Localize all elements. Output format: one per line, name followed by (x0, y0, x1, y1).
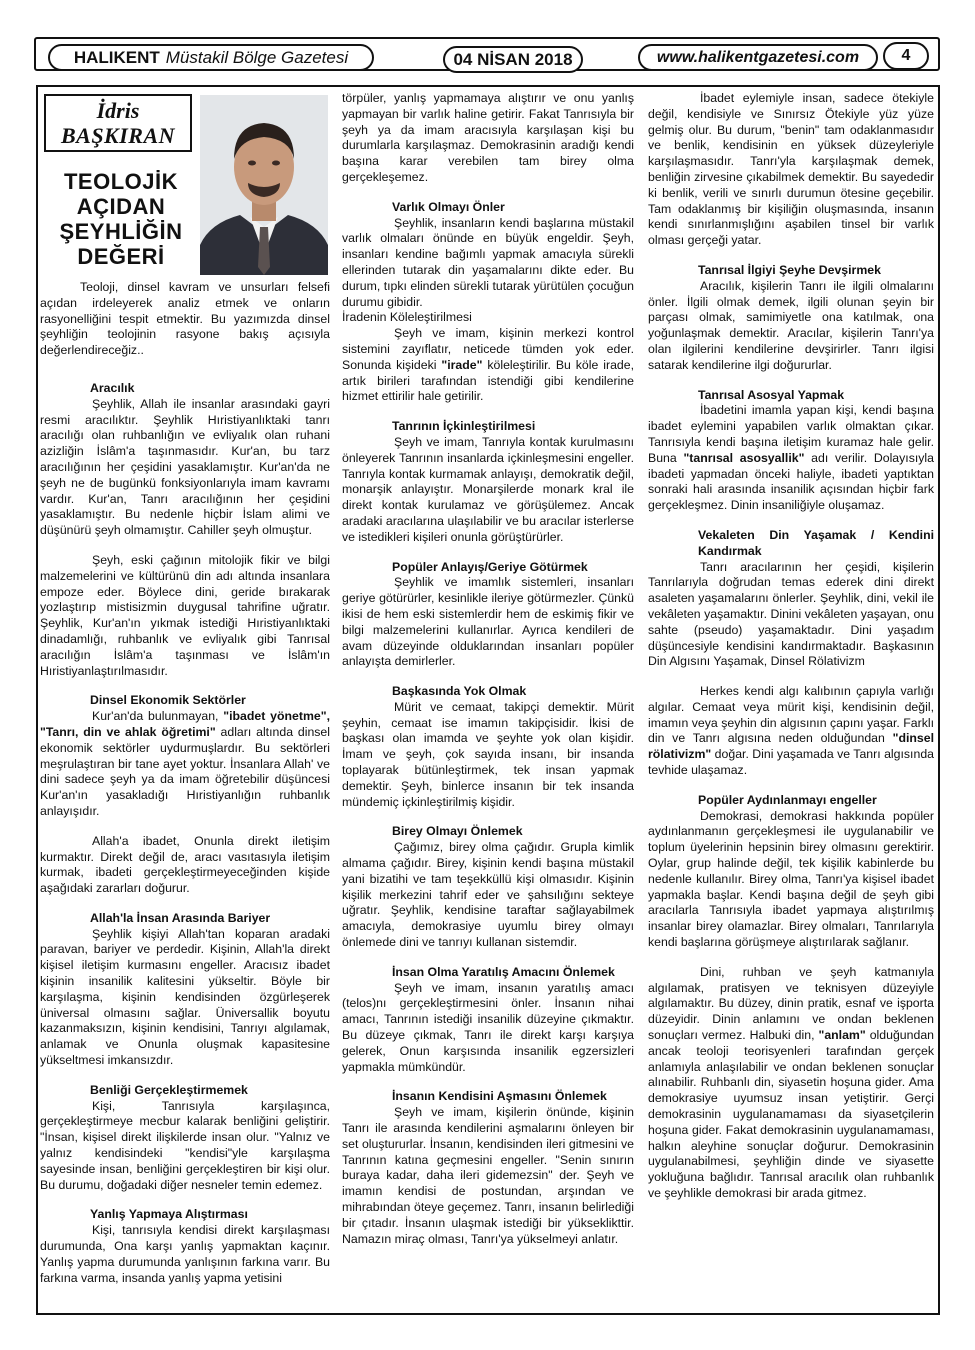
paragraph: Kur'an'da bulunmayan, "ibadet yönetme", "Tanrı, din ve ahlak öğretimi" adları altında dinsel ekonomik sektörler uydurmuşlardır. Bu sektörleri meşrulaştıran bir tane ayet yoktur. İnsanlara Allah' ve dini sadece şeyh ya da imam öğretebilir düşüncesi Kur'an'ın yasakladığı Hıristiyanlığın ruhbanlık anlayışıdır. (40, 709, 331, 818)
article-title (46, 169, 196, 269)
subheading: Varlık Olmayı Önler (392, 199, 505, 214)
subheading: Vekaleten Din Yaşamak / Kendini Kandırmak (698, 527, 934, 558)
paragraph: Mürit ve cemaat, takipçi demektir. Mürit şeyhin, cemaat ise imamın takipçisidir. İkisi de başkası olan imamda ve şeyhte yok olan kişidir. İmam ve şeyh, çok sayıda insanı, bir insanda toplayarak bütünleştirmek, tek insan yapmak demektir. Şeyh, binlerce insanın bir tek insanda mündemiç içkinleştirilmiş kişidir. (342, 699, 634, 809)
intro-paragraph: Teoloji, dinsel kavram ve unsurları felsefi açıdan irdeleyerek analiz etmek ve onların rasyonelliğini tespit etmektir. Bu yazımızda dinsel şeyhliğin teolojinin rasyone bakış açısıyla değerlendireceğiz.. (40, 280, 330, 358)
paragraph: törpüler, yanlış yapmamaya alıştırır ve onu yanlış yapmayan bir varlık haline getirir. Fakat Tanrısıyla bir şeyh ya da imam aracısıyla karşılaşan kişi bu durumlarla karşılaşmaz. Demokrasinin aradığı kendi başına karar verebilen tam birey olma gerçekleşemez. (342, 91, 634, 184)
subheading: Dinsel Ekonomik Sektörler (90, 693, 246, 708)
author-photo (200, 95, 328, 275)
subheading: Benliği Gerçekleştirmemek (90, 1082, 248, 1097)
column-1 (40, 280, 330, 1286)
paragraph: Kişi, Tanrısıyla karşılaşınca, gerçekleştirmeye mecbur kalarak benliğini geliştirir. "İnsan, kişisel direkt ilişkilerde insan olur. "Yalnız ve yalnız kendisindeki "kendisi"yle karşılaşma sayesinde insan, benliğini gerçekleştiren bir kişi olur. Bu durumu, doğadaki diğer nesneler temin edemez. (40, 1098, 330, 1192)
paragraph: Demokrasi, demokrasi hakkında popüler aydınlanmanın gerçekleşmesi ile uygulanabilir ve toplum üyelerinin hepsinin birey olmasını gerektirir. Oylar, grup halinde değil, tek kişilik kabinlerde bu nedenle kullanılır. Birey olma, Tanrı'ya kişisel ibadet yapmakla başlar. Kendi başına değil de şeyh gibi aracılarla Tanrısıyla ibadet yapmaya alıştırılmış insanlar birey olamazlar. Birey olmaları, Tanrılarıyla kendi başlarına görüşmeye alıştırılarak sağlanır. (648, 808, 934, 950)
paragraph: Allah'a ibadet, Onunla direkt iletişim kurmaktır. Direkt değil de, aracı vasıtasıyla iletişim kurmak, ibadeti gerçekleştirmeyeceğinden kişide aşağıdaki zararları doğurur. (40, 833, 330, 896)
title-line: AÇIDAN (76, 194, 166, 219)
author-name-box (44, 94, 192, 152)
subheading: Allah'la İnsan Arasında Bariyer (90, 910, 271, 925)
paragraph: Şeyhlik ve imamlık sistemleri, insanları geriye götürürler, kesinlikle ileriye götürmezler. Çünkü ikisi de hem eski sistemlerdir hem de eskimiş fikir ve bilgi malzemelerini kullanırlar. Ayrıca kendileri de avam düzeyinde olduklarından insanları popüler anlayışta demirlerler. (342, 575, 634, 669)
paragraph: Çağımız, birey olma çağıdır. Grupla kimlik almama çağıdır. Birey, kişinin kendi başına müstakil yani bizatihi ve tam teşekküllü kişi olmasıdır. Kişinin kişilik merkezini tahrif eder ve şahsılığını sekteye uğratır. Şeyhlik, kendisine taraftar sağlayabilmek amacıyla, demokrasiye uyumlu birey olmayı önlemede dini ve tanrıyı kullanan sistemdir. (342, 840, 634, 950)
title-line: TEOLOJİK (63, 169, 178, 194)
subheading: Yanlış Yapmaya Alıştırması (90, 1207, 248, 1222)
paragraph: Şeyh ve imam, insanın yaratılış amacı (telos)nı gerçekleştirmesini önler. İnsanın nihai amacı, Tanrının istediği insanilik düzeyine çıkmaktır. Bu düzeye çıkmak, Tanrı ile direkt karşı karşıya gelerek, Onun karşısında insanilik egzersizleri yapmakla mümkündür. (342, 980, 634, 1074)
subheading: Tanrısal İlgiyi Şeyhe Devşirmek (698, 262, 881, 277)
subheading: Tanrısal Asosyal Yapmak (698, 387, 845, 402)
subheading: Başkasında Yok Olmak (392, 684, 527, 699)
masthead (48, 44, 374, 71)
paragraph: Şeyh ve imam, Tanrıyla kontak kurulmasını önleyerek Tanrının insanlarda içkinleşmesini engeller. Tanrıyla kontak kurmamak anlayışı, demokratik değil, monarşik anlayıştır. Monarşilerde monark kral ile direkt kontak kurulamaz ve görüşülemez. Ancak aradaki aracılarına ulaşılabilir ve bu aracılar isterlerse ve istedikleri kişileri onunla görüştürürler. (342, 434, 634, 544)
paper-subtitle: Müstakil Bölge Gazetesi (165, 47, 349, 67)
title-line: ŞEYHLİĞİN (59, 219, 183, 244)
title-line: DEĞERİ (77, 244, 165, 269)
paragraph: İbadetini imamla yapan kişi, kendi başına ibadet eylemini yapabilen varlık olmaktan çıkar. Tanrısıyla kendi başına iletişim kuramaz hale gelir. Buna "tanrısal asosyallik" adı verilir. Dolayısıyla ibadeti yapmadan önceki haliyle, ibadeti yaptıktan sonraki hali arasında insanilik açısından hiçbir fark gerçekleşmez. Dinin insaniliğiyle oluşamaz. (648, 403, 934, 513)
paragraph: Şeyh ve imam, kişinin merkezi kontrol sistemini zayıflatır, neticede tümden yok eder. Sonunda kişideki "irade" köleleştirilir. Bu köle irade, artık birileri tarafından istendiği gibi kendilerine hizmet ettirilir hale getirilir. (342, 326, 635, 404)
author-portrait-icon (200, 95, 328, 275)
paragraph: Tanrı aracılarının her çeşidi, kişilerin Tanrılarıyla doğrudan temas ederek dini direkt asaleten yaşamalarını önlerler. Şeyhlik, dini, vekil ile vekâleten yaşamaktır. Dinini vekâleten yaşayan, onu sahte (pseudo) yaşamaktadır. Dini yaşadım düşüncesiyle kendisini kandırmaktadır. Başkasının Din Algısını Yaşamak, Dinsel Rölativizm (648, 559, 934, 669)
author-last-name: BAŞKIRAN (60, 123, 176, 148)
page-number: 4 (883, 42, 929, 70)
subheading: Birey Olmayı Önlemek (392, 824, 523, 839)
paragraph: İradenin Köleleştirilmesi (342, 310, 472, 325)
paragraph: Herkes kendi algı kalıbının çapıyla varlığı algılar. Cemaat veya mürit kişi, kendisinin değil, imamın veya şeyhin din algısının çapını yaşar. Farklı din ve Tanrı algısına neden olduğundan "dinsel rölativizm" doğar. Dini yaşamada ve Tanrı algısında tevhide ulaşamaz. (648, 684, 934, 778)
paragraph: Dini, ruhban ve şeyh katmanıyla algılamak, pratisyen ve teknisyen düzeyiyle algılamaktır. Bu düzey, dinin pratik, esnaf ve işporta düzeyidir. Dinin anlamını ve ondan beklenen sonuçları vermez. Halbuki din, "anlam" olduğundan ancak teoloji teorisyenleri tarafından gerçek anlamıyla anlaşılabilir ve ondan beklenen sonuçlar alınabilir. Ruhbanlı din, siyasetin hoşuna gider. Ama demokrasiye uyumsuz insan yetiştirir. Gerçi demokrasinin uygulanamaması da siyasetçilerin hoşuna gider. Fakat demokrasinin uygulanamaması, halkın aleyhine sonuçlar doğurur. Demokrasinin uygulanabilmesi, şeyhliğin dinde ve siyasette yokluğuna bağlıdır. Tanrısal aracılık olan ruhbanlık ve şeyhlikle demokrasi bir arada gitmez. (648, 964, 934, 1200)
paragraph: Aracılık, kişilerin Tanrı ile ilgili olmalarını önler. İlgili olmak demek, ilgili olunan şeyin bir parçası olmak, samimiyetle ona katılmak, ona yoğunlaşmak demektir. Aracılar, kişilerin Tanrı'ya olan ilgilerini kendilerine devşirirler. Tanrı ilgisi satarak kendilerine ilgi doğururlar. (648, 278, 934, 372)
issue-date: 04 NİSAN 2018 (443, 46, 583, 73)
author-first-name: İdris (96, 98, 140, 123)
paragraph: İbadet eylemiyle insan, sadece ötekiyle değil, kendisiyle ve Sınırsız Ötekiyle yüz yüze gelmiş olur. Bu durum, "benin" tam odaklanmasıdır ve benlik, kendisinin en yüksek düzeyleriyle karşılaşmasıdır. Tanrı'yla karşılaşmak demek, benliğin zirvesine çıkabilmek demektir. Bu sayededir ki benlik, verili ve sınırlı durumun ötesine geçebilir. Tam odaklanmış bir kişiliğin oluşmasında, insanın kendi sınırlanmışlığını aşabilen tinsel bir varlık olması gerçeği yatar. (648, 91, 934, 248)
paragraph: Şeyh ve imam, kişilerin önünde, kişinin Tanrı ile arasında kendilerini aşmalarını önleyen bir set oluştururlar. İnsanın, kendisinden ileri gitmesini ve Tanrının katına geçmesini engeller. "Senin sınırın buraya kadar, daha ileri gidemezsin" der. Şeyh ve imamın kendisi de postundan, arşından ve mihrabından öteye geçemez. Tanrı, insanın belirlediği bir çıtadır. İnsanın ulaşmak istediği bir yükseklikttir. Namazın miraç olması, Tanrı'ya yükselmeyi anlatır. (342, 1105, 634, 1246)
subheading: Aracılık (90, 380, 135, 395)
paragraph: Şeyhlik kişiyi Allah'tan koparan aradaki paravan, bariyer ve perdedir. Kişinin, Allah'la direkt kişisel iletişim kurmasını engeller. Aracısız ibadet kişinin insanilik kalitesini yükseltir. Böyle bir karşılaşma, kişinin kendisinden özgürleşerek üniversal olmasını sağlar. Üniversallik boyutu kazanmaksızın, kişinin kendisini, Tanrıyı algılamak, anlamak ve Onunla oluşmak kapasitesine yükseltmesi imkansızdır. (40, 926, 330, 1068)
author-box (40, 91, 332, 281)
website-url: www.halikentgazetesi.com (638, 44, 878, 71)
paragraph: Şeyh, eski çağının mitolojik fikir ve bilgi malzemelerini ve kültürünü din adı altında insanlara empoze eder. Böylece dini, geride bırakarak yozlaştırıp mistisizmin duygusal tahrifine uğratır. Şeyhlik, Kur'an'ın yıkmak istediği Hıristiyanlıktaki dinadamlığı, ruhbanlık ve evliyalık gibi Tanrısal aracılığın İslâm'a taşınması ve İslâm'ın Hıristiyanlaştırılmasıdır. (40, 552, 330, 678)
column-2 (342, 91, 634, 1247)
subheading: Popüler Aydınlanmayı engeller (698, 792, 877, 807)
subheading: İnsanın Kendisini Aşmasını Önlemek (392, 1089, 607, 1104)
subheading: Tanrının İçkinleştirilmesi (392, 419, 536, 434)
paragraph: Şeyhlik, insanların kendi başlarına müstakil varlık olmaları önünde en büyük engeldir. Şeyh, insanları kendine bağımlı yapmak amacıyla sürekli ellerinden tutarak din yaşamalarını dikte eder. Bu durum, tıpkı elinden sürekli tutarak yürütülen çocuğun durumu gibidir. (342, 215, 634, 309)
subheading: Popüler Anlayış/Geriye Götürmek (392, 559, 588, 574)
paper-name: HALIKENT (73, 47, 160, 67)
subheading: İnsan Olma Yaratılış Amacını Önlemek (392, 964, 615, 979)
paragraph: Kişi, tanrısıyla kendisi direkt karşılaşması durumunda, Ona karşı yanlış yapmaktan kaçınır. Yanlış yapma durumunda yanlışının farkına varır. Bu farkına varma, insanda yanlış yapma yetisini (40, 1223, 330, 1285)
column-3 (648, 91, 934, 1202)
paragraph: Şeyhlik, Allah ile insanlar arasındaki gayri resmi aracılıktır. Şeyhlik Hıristiyanlıktaki tanrı aracılığı olan ruhbanlığın ve evliyalık olan ruhani azizliğin İslâm'a taşınmasıdır. Kur'an, bu tarz aracılığının her çeşidini yasaklamıştır. Kur'an'da ne şeyh ne de bugünkü fonksiyonlarıyla imam kavramı vardır. Kur'an, Tanrı aracılığının her çeşidini yasaklamıştır. Bu nedenle hiçbir İslam alimi ve düşünürü şeyh olmamıştır. Cahiller şeyh olmuştur. (40, 396, 330, 538)
